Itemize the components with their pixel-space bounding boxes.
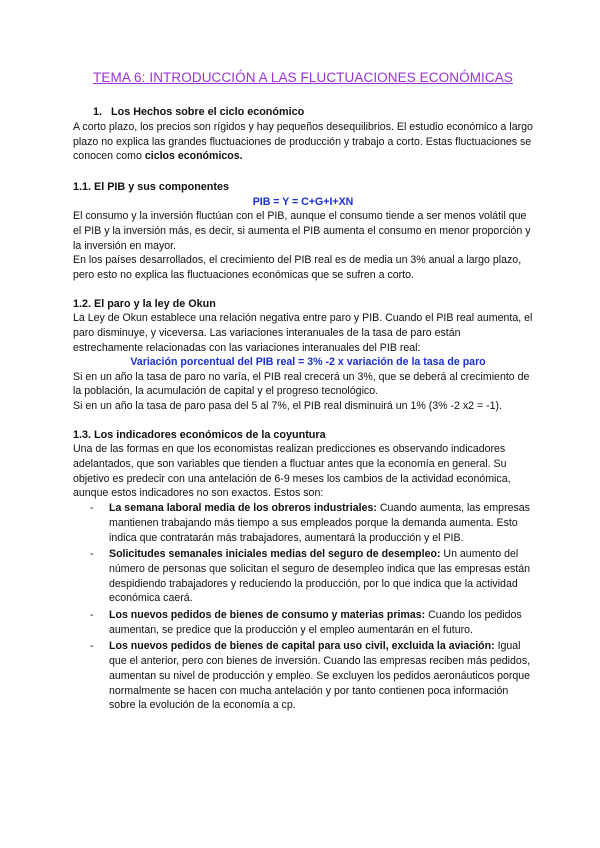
dash-bullet: - xyxy=(90,548,94,561)
list-item xyxy=(73,639,533,713)
list-item-term: Los nuevos pedidos de bienes de consumo y materias primas: xyxy=(109,609,426,622)
section-1-bold-term: ciclos económicos. xyxy=(144,150,243,163)
section-1-paragraph xyxy=(73,120,533,164)
section-1-1-heading: 1.1. El PIB y sus componentes xyxy=(73,181,230,194)
section-1-2-heading: 1.2. El paro y la ley de Okun xyxy=(73,297,216,310)
list-item-term: La semana laboral media de los obreros industriales: xyxy=(109,502,377,515)
okun-formula: Variación porcentual del PIB real = 3% -2 x variación de la tasa de paro xyxy=(130,356,486,369)
document-title: TEMA 6: INTRODUCCIÓN A LAS FLUCTUACIONES ECONÓMICAS xyxy=(93,70,513,85)
document-page xyxy=(73,70,533,715)
section-1-text: A corto plazo, los precios son rígidos y hay pequeños desequilibrios. El estudio económico a largo plazo no explica las grandes fluctuaciones de producción y trabajo a corto. Estas fluctuaciones se conocen como xyxy=(73,121,533,163)
list-item-text: Igual que el anterior, pero con bienes de inversión. Cuando las empresas reciben más pedidos, aumentan su nivel de producción y empleo. Se excluyen los pedidos aeronáuticos porque normalmente se hacen con mucha antelación y por tanto contienen poca información sobre la evolución de la economía a cp. xyxy=(109,640,531,712)
list-item-term: Solicitudes semanales iniciales medias del seguro de desempleo: xyxy=(109,548,441,561)
list-item xyxy=(73,608,533,637)
section-1-number: 1. xyxy=(93,106,103,118)
section-1-1-paragraph-1: El consumo y la inversión fluctúan con el PIB, aunque el consumo tiende a ser menos volátil que el PIB y la inversión más, es decir, si aumenta el PIB aumenta el consumo en menor proporción y la inversión en mayor. xyxy=(73,210,531,252)
indicators-list xyxy=(73,501,533,713)
section-1-3-heading: 1.3. Los indicadores económicos de la coyuntura xyxy=(73,428,326,441)
list-item-term: Los nuevos pedidos de bienes de capital para uso civil, excluida la aviación: xyxy=(109,640,495,653)
section-1-heading xyxy=(93,105,533,119)
list-item-text: Cuando aumenta, las empresas mantienen trabajando más tiempo a sus empleados porque la demanda aumenta. Esto indica que contratarán más trabajadores, aumentará la producción y el PIB. xyxy=(109,502,530,544)
section-1-2-paragraph-3: Si en un año la tasa de paro pasa del 5 al 7%, el PIB real disminuirá un 1% (3% -2 x2 = -1). xyxy=(73,400,502,413)
section-1-3-intro: Una de las formas en que los economistas realizan predicciones es observando indicadores adelantados, que son variables que tienden a fluctuar antes que la economía en general. Su objetivo es predecir con una antelación de 6-9 meses los cambios de la actividad económica, aunque estos indicadores no son exactos. Estos son: xyxy=(73,443,511,500)
section-1-2-paragraph-1: La Ley de Okun establece una relación negativa entre paro y PIB. Cuando el PIB real aumenta, el paro disminuye, y viceversa. Las variaciones interanuales de la tasa de paro están estrechamente relacionadas con las variaciones interanuales del PIB real: xyxy=(73,312,533,354)
section-1-title: Los Hechos sobre el ciclo económico xyxy=(111,106,305,118)
list-item xyxy=(73,501,533,545)
dash-bullet: - xyxy=(90,502,94,515)
dash-bullet: - xyxy=(90,609,94,622)
list-item xyxy=(73,547,533,606)
list-item-text: Un aumento del número de personas que solicitan el seguro de desempleo indica que las empresas están despidiendo trabajadores y reduciendo la producción, por lo que indica que la actividad económica caerá. xyxy=(109,548,531,605)
list-item-text: Cuando los pedidos aumentan, se predice que la producción y el empleo aumentarán en el futuro. xyxy=(109,609,522,636)
section-1-2-paragraph-2: Si en un año la tasa de paro no varía, el PIB real crecerá un 3%, que se deberá al crecimiento de la población, la acumulación de capital y el progreso tecnológico. xyxy=(73,370,530,398)
pib-formula: PIB = Y = C+G+I+XN xyxy=(252,195,354,208)
section-1-1-paragraph-2: En los países desarrollados, el crecimiento del PIB real es de media un 3% anual a largo plazo, pero esto no explica las fluctuaciones económicas que se sufren a corto. xyxy=(73,254,522,281)
dash-bullet: - xyxy=(90,640,94,653)
